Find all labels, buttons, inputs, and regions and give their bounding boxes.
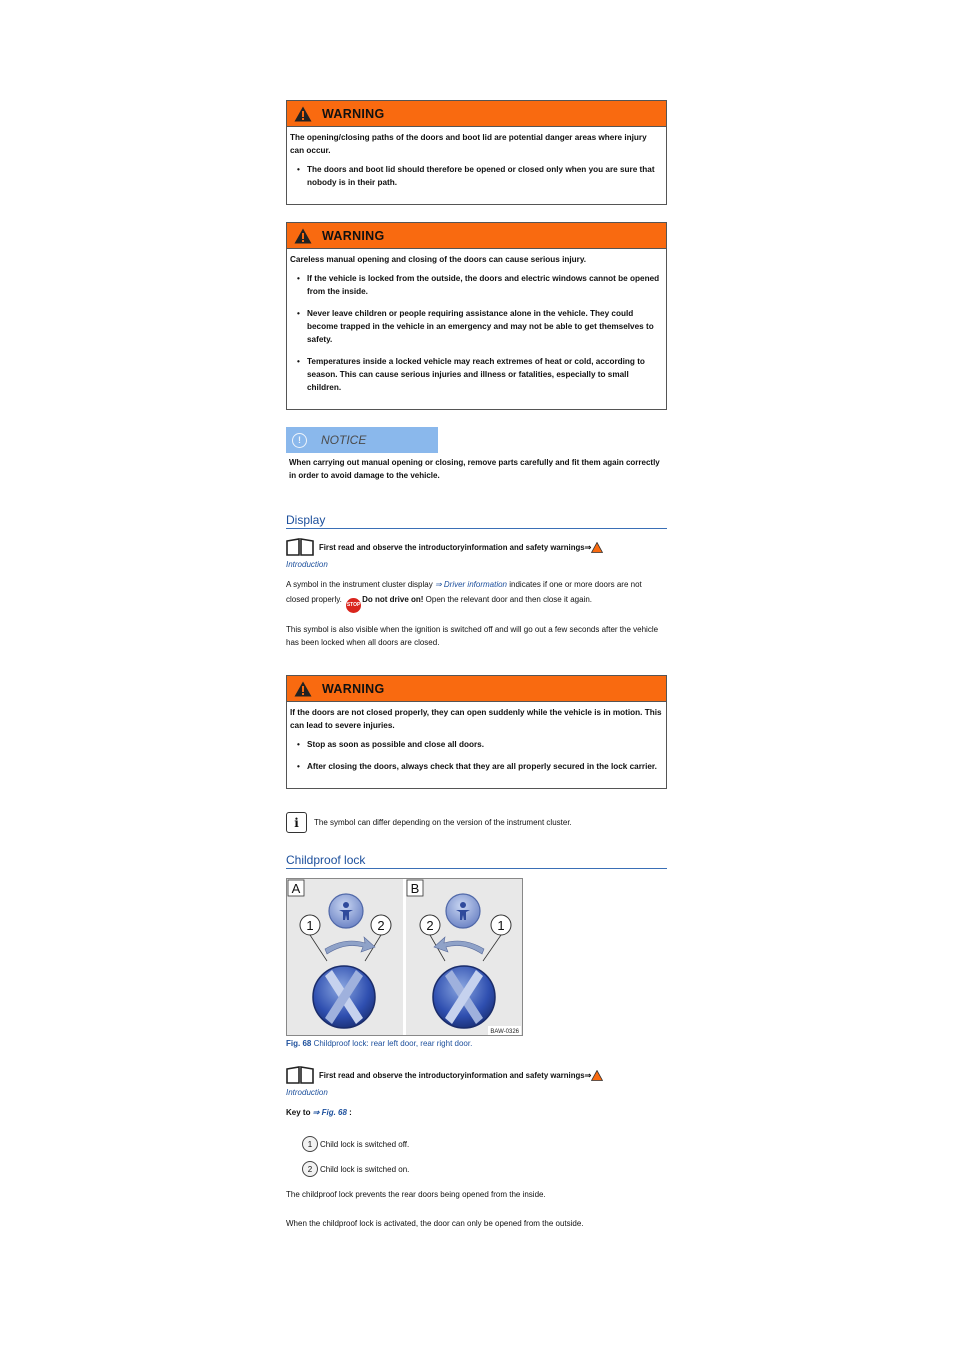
warning-triangle-icon <box>591 1070 603 1081</box>
stop-icon: STOP <box>346 598 361 613</box>
warning-bullet: • Stop as soon as possible and close all doors. <box>290 738 662 751</box>
notice-exclamation-icon: ! <box>292 433 307 448</box>
introduction-link[interactable]: Introduction <box>286 1088 328 1097</box>
warning-box-3 <box>286 675 667 789</box>
arrow-symbol: ⇒ <box>584 542 592 552</box>
childproof-illustration <box>287 879 522 1035</box>
driver-information-link[interactable]: ⇒ Driver information <box>434 580 508 589</box>
panel-label-b: B <box>410 881 420 896</box>
childproof-paragraph-2: When the childproof lock is activated, the door can only be opened from the outside. <box>286 1219 584 1228</box>
book-icon <box>286 538 314 556</box>
figure-code: BAW-0326 <box>490 1029 519 1035</box>
svg-text:1: 1 <box>497 918 505 933</box>
do-not-drive-text: Do not drive on! <box>362 595 424 604</box>
book-icon <box>286 1066 314 1084</box>
callout-badge-1 <box>483 915 511 961</box>
key-text: Child lock is switched off. <box>320 1139 410 1149</box>
notice-box <box>286 427 667 482</box>
figure-link[interactable]: ⇒ Fig. 68 <box>312 1108 347 1117</box>
warning-triangle-icon <box>294 228 312 244</box>
notice-header <box>286 427 438 453</box>
key-item <box>302 1161 409 1177</box>
warning-triangle-icon <box>591 542 603 553</box>
text-run: Key to <box>286 1108 313 1117</box>
text-run: : <box>346 1108 352 1117</box>
callout-badge-1 <box>300 915 327 961</box>
warning-title: WARNING <box>322 681 385 696</box>
read-first-text: First read and observe the introductoryinformation and safety warnings <box>319 542 585 552</box>
text-run: indicates if one or more doors are not closed properly. <box>286 580 642 604</box>
warning-header <box>287 101 666 127</box>
notice-title: NOTICE <box>321 433 367 447</box>
info-icon: i <box>286 812 307 833</box>
figure-caption <box>286 1037 667 1050</box>
text-run: Open the relevant door and then close it again. <box>423 595 592 604</box>
key-text: Child lock is switched on. <box>320 1164 410 1174</box>
warning-bullet: • After closing the doors, always check that they are all properly secured in the lock carrier. <box>290 760 662 773</box>
svg-text:2: 2 <box>377 918 385 933</box>
display-paragraph-1 <box>286 577 667 613</box>
read-first-childproof <box>286 1066 667 1099</box>
warning-bullet: • If the vehicle is locked from the outside, the doors and electric windows cannot be opened from the inside. <box>290 272 662 298</box>
arrow-right-icon <box>325 937 375 954</box>
introduction-link[interactable]: Introduction <box>286 560 328 569</box>
warning-box-2 <box>286 222 667 410</box>
callout-badge-2 <box>365 915 391 961</box>
section-heading-childproof: Childproof lock <box>286 853 667 869</box>
warning-title: WARNING <box>322 106 385 121</box>
key-number-badge: 1 <box>302 1136 318 1152</box>
warning-header <box>287 676 666 702</box>
info-note <box>286 812 667 833</box>
warning-title: WARNING <box>322 228 385 243</box>
warning-intro: If the doors are not closed properly, they can open suddenly while the vehicle is in motion. This can lead to severe injuries. <box>290 708 662 730</box>
read-first-text: First read and observe the introductoryinformation and safety warnings <box>319 1070 585 1080</box>
svg-text:2: 2 <box>426 918 434 933</box>
child-symbol-icon <box>446 894 480 928</box>
display-paragraph-2: This symbol is also visible when the ignition is switched off and will go out a few seconds after the vehicle has been locked when all doors are closed. <box>286 625 659 647</box>
warning-triangle-icon <box>294 106 312 122</box>
read-first-display <box>286 538 667 571</box>
child-symbol-icon <box>329 894 363 928</box>
lock-knob-icon <box>433 966 495 1028</box>
warning-bullet: • Temperatures inside a locked vehicle may reach extremes of heat or cold, according to season. This can cause serious injuries and illness or fatalities, especially to small children. <box>290 355 662 394</box>
warning-bullet: • The doors and boot lid should therefore be opened or closed only when you are sure that nobody is in their path. <box>290 163 662 189</box>
warning-intro: The opening/closing paths of the doors and boot lid are potential danger areas where injury can occur. <box>290 133 647 155</box>
arrow-left-icon <box>434 937 484 954</box>
childproof-paragraph-1: The childproof lock prevents the rear doors being opened from the inside. <box>286 1190 546 1199</box>
callout-badge-2 <box>420 915 445 961</box>
svg-text:1: 1 <box>306 918 314 933</box>
warning-intro: Careless manual opening and closing of the doors can cause serious injury. <box>290 255 587 264</box>
info-note-text: The symbol can differ depending on the version of the instrument cluster. <box>314 818 572 827</box>
figure-label: Fig. 68 <box>286 1039 312 1048</box>
section-heading-display: Display <box>286 513 667 529</box>
key-heading <box>286 1106 667 1119</box>
figure-caption-text: Childproof lock: rear left door, rear right door. <box>311 1039 473 1048</box>
panel-label-a: A <box>291 881 301 896</box>
key-number-badge: 2 <box>302 1161 318 1177</box>
key-item <box>302 1136 409 1152</box>
warning-header <box>287 223 666 249</box>
warning-bullet: • Never leave children or people requiring assistance alone in the vehicle. They could become trapped in the vehicle in an emergency and may not be able to get themselves to safety. <box>290 307 662 346</box>
childproof-figure <box>286 878 523 1036</box>
warning-box-1 <box>286 100 667 205</box>
text-run: A symbol in the instrument cluster display <box>286 580 435 589</box>
warning-triangle-icon <box>294 681 312 697</box>
lock-knob-icon <box>313 966 375 1028</box>
notice-text: When carrying out manual opening or closing, remove parts carefully and fit them again correctly in order to avoid damage to the vehicle. <box>289 458 660 480</box>
arrow-symbol: ⇒ <box>584 1070 592 1080</box>
